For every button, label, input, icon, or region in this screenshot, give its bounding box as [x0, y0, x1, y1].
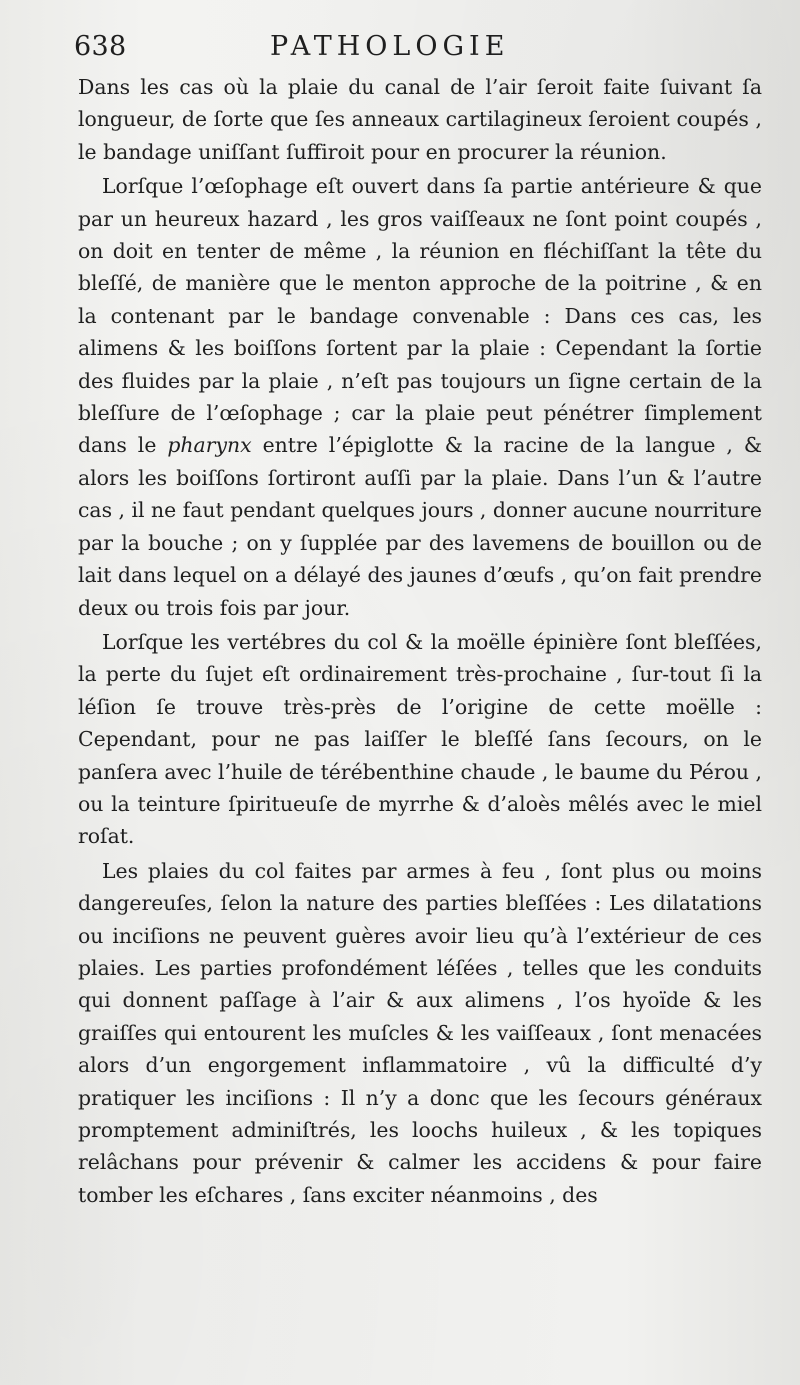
page-number: 638 — [74, 31, 127, 62]
paragraph-oesophagus-wound — [78, 170, 762, 624]
paragraph-oesophagus-text-part-1: Lorſque l’œſophage eſt ouvert dans ſa partie antérieure & que par un heureux hazard , les gros vaiſſeaux ne ſont point coupés , on doit en tenter de même , la réunion en fléchiſſant la tête du bleſſé, de manière que le menton approche de la poitrine , & en la contenant par le bandage convenable : Dans ces cas, les alimens & les boiſſons ſortent par la plaie : Cependant la ſortie des fluides par la plaie , n’eſt pas toujours un ſigne certain de la bleſſure de l’œſophage ; car la plaie peut pénétrer ſimplement dans le — [78, 174, 762, 458]
running-head: PATHOLOGIE — [270, 31, 510, 62]
page-header — [74, 28, 764, 66]
paragraph-oesophagus-text-part-2: entre l’épiglotte & la racine de la langue , & alors les boiſſons ſortiront auſſi par la plaie. Dans l’un & l’autre cas , il ne faut pendant quelques jours , donner aucune nourriture par la bouche ; on y ſupplée par des lavemens de bouillon ou de lait dans lequel on a délayé des jaunes d’œufs , qu’on fait prendre deux ou trois fois par jour. — [78, 433, 763, 620]
paragraph-vertebrae-wound: Lorſque les vertébres du col & la moëlle épinière ſont bleſſées, la perte du ſujet eſt ordinairement très-prochaine , ſur-tout ſi la léſion ſe trouve très-près de l’origine de cette moëlle : Cependant, pour ne pas laiſſer le bleſſé ſans ſecours, on le panſera avec l’huile de térébenthine chaude , le baume du Pérou , ou la teinture ſpiritueuſe de myrrhe & d’aloès mêlés avec le miel roſat. — [78, 629, 762, 849]
paragraph-gunshot-wounds: Les plaies du col faites par armes à feu , ſont plus ou moins dangereuſes, ſelon la nature des parties bleſſées : Les dilatations ou inciſions ne peuvent guères avoir lieu qu’à l’extérieur de ces plaies. Les parties profondément léſées , telles que les conduits qui donnent paſſage à l’air & aux alimens , l’os hyoïde & les graiſſes qui entourent les muſcles & les vaiſſeaux , ſont menacées alors d’un engorgement inflammatoire , vû la difficulté d’y pratiquer les inciſions : Il n’y a donc que les ſecours généraux promptement adminiſtrés, les loochs huileux , & les topiques relâchans pour prévenir & calmer les accidens & pour faire tomber les eſchares , ſans exciter néanmoins , des — [78, 858, 762, 1207]
pharynx-term: pharynx — [167, 433, 252, 458]
body-text — [78, 71, 762, 1213]
paragraph-tracheal-wound: Dans les cas où la plaie du canal de l’air ſeroit faite ſuivant ſa longueur, de ſorte que ſes anneaux cartilagineux ſeroient coupés , le bandage uniſſant ſuffiroit pour en procurer la réunion. — [78, 75, 762, 164]
